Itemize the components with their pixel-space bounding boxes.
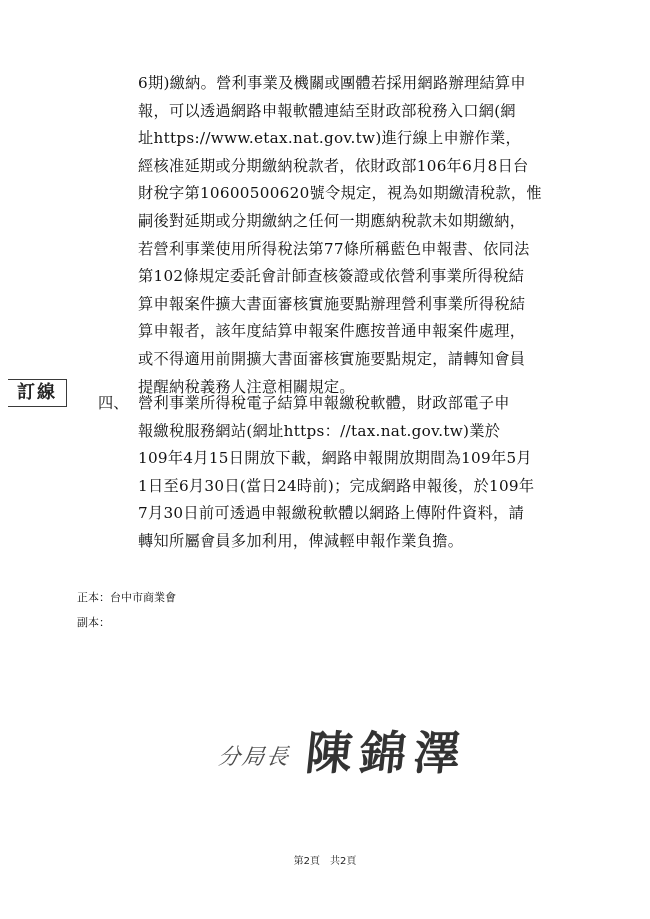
continued-paragraph	[138, 70, 578, 401]
item-number: 四、	[98, 394, 129, 412]
item4-paragraph	[138, 390, 578, 556]
distribution-copy: 副本：	[77, 616, 110, 629]
text-line: 嗣後對延期或分期繳納之任何一期應納稅款未如期繳納，	[138, 211, 526, 230]
page-number: 第2頁 共2頁	[293, 856, 357, 867]
text-line: 算申報者，該年度結算申報案件應按普通申報案件處理，	[138, 322, 526, 341]
text-line: 營利事業所得稅電子結算申報繳稅軟體，財政部電子申	[138, 394, 510, 412]
text-line: 址https://www.etax.nat.gov.tw)進行線上申辦作業，	[138, 129, 521, 148]
text-line: 6期)繳納。營利事業及機關或團體若採用網路辦理結算申	[138, 74, 526, 92]
signature-title: 分局長	[216, 745, 292, 770]
text-line: 報繳稅服務網站(網址https：//tax.nat.gov.tw)業於	[138, 421, 501, 440]
text-line: 109年4月15日開放下載，網路申報開放期間為109年5月	[138, 449, 532, 468]
official-signature	[218, 725, 488, 785]
text-line: 7月30日前可透過申報繳稅軟體以網路上傳附件資料，請	[138, 504, 525, 523]
text-line: 第102條規定委託會計師查核簽證或依營利事業所得稅結	[138, 267, 525, 286]
text-line: 報，可以透過網路申報軟體連結至財政部稅務入口網(網	[138, 101, 516, 120]
text-line: 轉知所屬會員多加利用，俾減輕申報作業負擔。	[138, 531, 464, 550]
text-line: 提醒納稅義務人注意相關規定。	[138, 377, 355, 396]
text-line: 財稅字第10600500620號令規定，視為如期繳清稅款，惟	[138, 184, 542, 203]
distribution-main: 正本：台中市商業會	[77, 591, 176, 604]
binding-line-stamp: 訂線	[8, 379, 67, 407]
text-line: 算申報案件擴大書面審核實施要點辦理營利事業所得稅結	[138, 294, 526, 313]
text-line: 1日至6月30日(當日24時前)；完成網路申報後，於109年	[138, 476, 535, 495]
text-line: 或不得適用前開擴大書面審核實施要點規定，請轉知會員	[138, 349, 526, 368]
signature-name: 陳錦澤	[303, 726, 471, 780]
text-line: 經核准延期或分期繳納稅款者，依財政部106年6月8日台	[138, 156, 529, 175]
text-line: 若營利事業使用所得稅法第77條所稱藍色申報書、依同法	[138, 239, 530, 258]
